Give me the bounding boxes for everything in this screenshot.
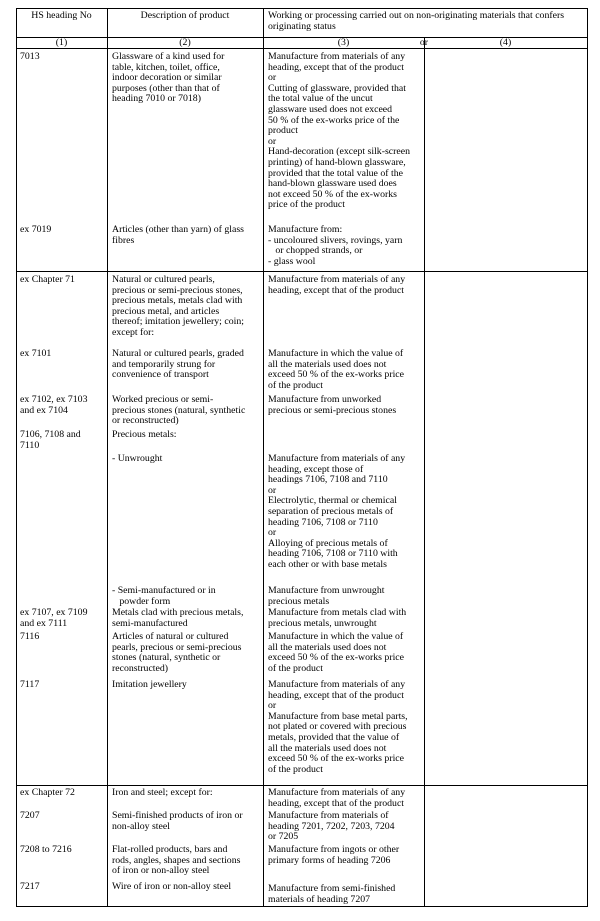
hs-code: 7117 [20,679,40,690]
product-description: - Semi-manufactured or in powder form [112,585,216,607]
table-right-border [587,8,588,907]
table-bottom-border [16,906,588,907]
hs-code: ex 7101 [20,348,52,359]
hs-code: ex 7019 [20,224,52,235]
working-requirement: Manufacture from semi-finished materials of heading 7207 [268,883,396,905]
product-description: Articles of natural or cultured pearls, precious or semi-precious stones (natural, synthetic or reconstructed) [112,631,242,674]
column-number-2: (2) [179,37,191,48]
hs-code: 7208 to 7216 [20,844,72,855]
product-description: Glassware of a kind used for table, kitchen, toilet, office, indoor decoration or similar purposes (other than that of heading 7010 or 7018) [112,51,225,105]
working-requirement: Manufacture from materials of any heading, except those of headings 7106, 7108 and 7110 or Electrolytic, thermal or chemical separation of precious metals of heading 7106, 7108 or 7110 or Alloying of precious metals of heading 7106, 7108 or 7110 with each other or with base metals [268,453,406,570]
product-description: Iron and steel; except for: [112,787,213,798]
product-description: Natural or cultured pearls, graded and temporarily strung for convenience of transport [112,348,244,381]
table-left-border [16,8,17,907]
product-description: - Unwrought [112,453,163,464]
product-description: Precious metals: [112,429,177,440]
header-description: Description of product [140,10,230,21]
working-requirement: Manufacture from materials of any heading, except that of the product or Cutting of glassware, provided that the total value of the uncut glassware used does not exceed 50 % of the ex-works price of the product or Hand-decoration (except silk-screen printing) of hand-blown glassware, provided that the total value of the hand-blown glassware used does not exceed 50 % of the ex-works price of the product [268,51,410,211]
product-description: Articles (other than yarn) of glass fibres [112,224,244,246]
working-requirement: Manufacture from ingots or other primary forms of heading 7206 [268,844,400,866]
column-divider-3-4 [424,37,425,907]
product-description: Semi-finished products of iron or non-alloy steel [112,810,243,832]
working-requirement: Manufacture in which the value of all the materials used does not exceed 50 % of the ex-works price of the product [268,631,405,674]
header-hs-heading: HS heading No [31,10,92,21]
working-requirement: Manufacture from: - uncoloured slivers, rovings, yarn or chopped strands, or - glass wool [268,224,403,267]
working-requirement: Manufacture from materials of any heading, except that of the product [268,274,406,296]
hs-code: 7013 [20,51,40,62]
hs-code: 7207 [20,810,40,821]
column-number-3: (3) [337,37,350,48]
column-number-4: (4) [499,37,512,48]
column-or-label: or [419,37,429,48]
column-number-1: (1) [55,37,68,48]
working-requirement: Manufacture from metals clad with precious metals, unwrought [268,607,407,629]
header-working: Working or processing carried out on non-originating materials that confers originating status [268,10,565,32]
working-requirement: Manufacture in which the value of all the materials used does not exceed 50 % of the ex-works price of the product [268,348,405,391]
working-requirement: Manufacture from unworked precious or semi-precious stones [268,394,397,416]
product-description: Flat-rolled products, bars and rods, angles, shapes and sections of iron or non-alloy steel [112,844,241,877]
product-description: Wire of iron or non-alloy steel [112,881,232,892]
hs-code: ex Chapter 72 [20,787,75,798]
chapter-72-divider [16,785,588,786]
product-description: Natural or cultured pearls, precious or semi-precious stones, precious metals, metals clad with precious metal, and articles thereof; imitation jewellery; coin; except for: [112,274,244,338]
column-divider-2-3 [263,8,264,907]
working-requirement: Manufacture from materials of any heading, except that of the product or Manufacture from base metal parts, not plated or covered with precious metals, provided that the value of all the materials used does not exceed 50 % of the ex-works price of the product [268,679,408,775]
table-top-border [16,8,588,9]
product-description: Metals clad with precious metals, semi-manufactured [112,607,244,629]
hs-code: ex 7102, ex 7103 and ex 7104 [20,394,88,416]
hs-code: ex 7107, ex 7109 and ex 7111 [20,607,88,629]
working-requirement: Manufacture from unwrought precious metals [268,585,385,607]
product-description: Worked precious or semi- precious stones (natural, synthetic or reconstructed) [112,394,246,427]
working-requirement: Manufacture from materials of any heading, except that of the product [268,787,406,809]
working-requirement: Manufacture from materials of heading 7201, 7202, 7203, 7204 or 7205 [268,810,395,843]
product-description: Imitation jewellery [112,679,187,690]
hs-code: 7116 [20,631,40,642]
hs-code: 7106, 7108 and 7110 [20,429,81,451]
chapter-71-divider [16,271,588,272]
hs-code: 7217 [20,881,40,892]
hs-code: ex Chapter 71 [20,274,75,285]
column-divider-1-2 [107,8,108,907]
